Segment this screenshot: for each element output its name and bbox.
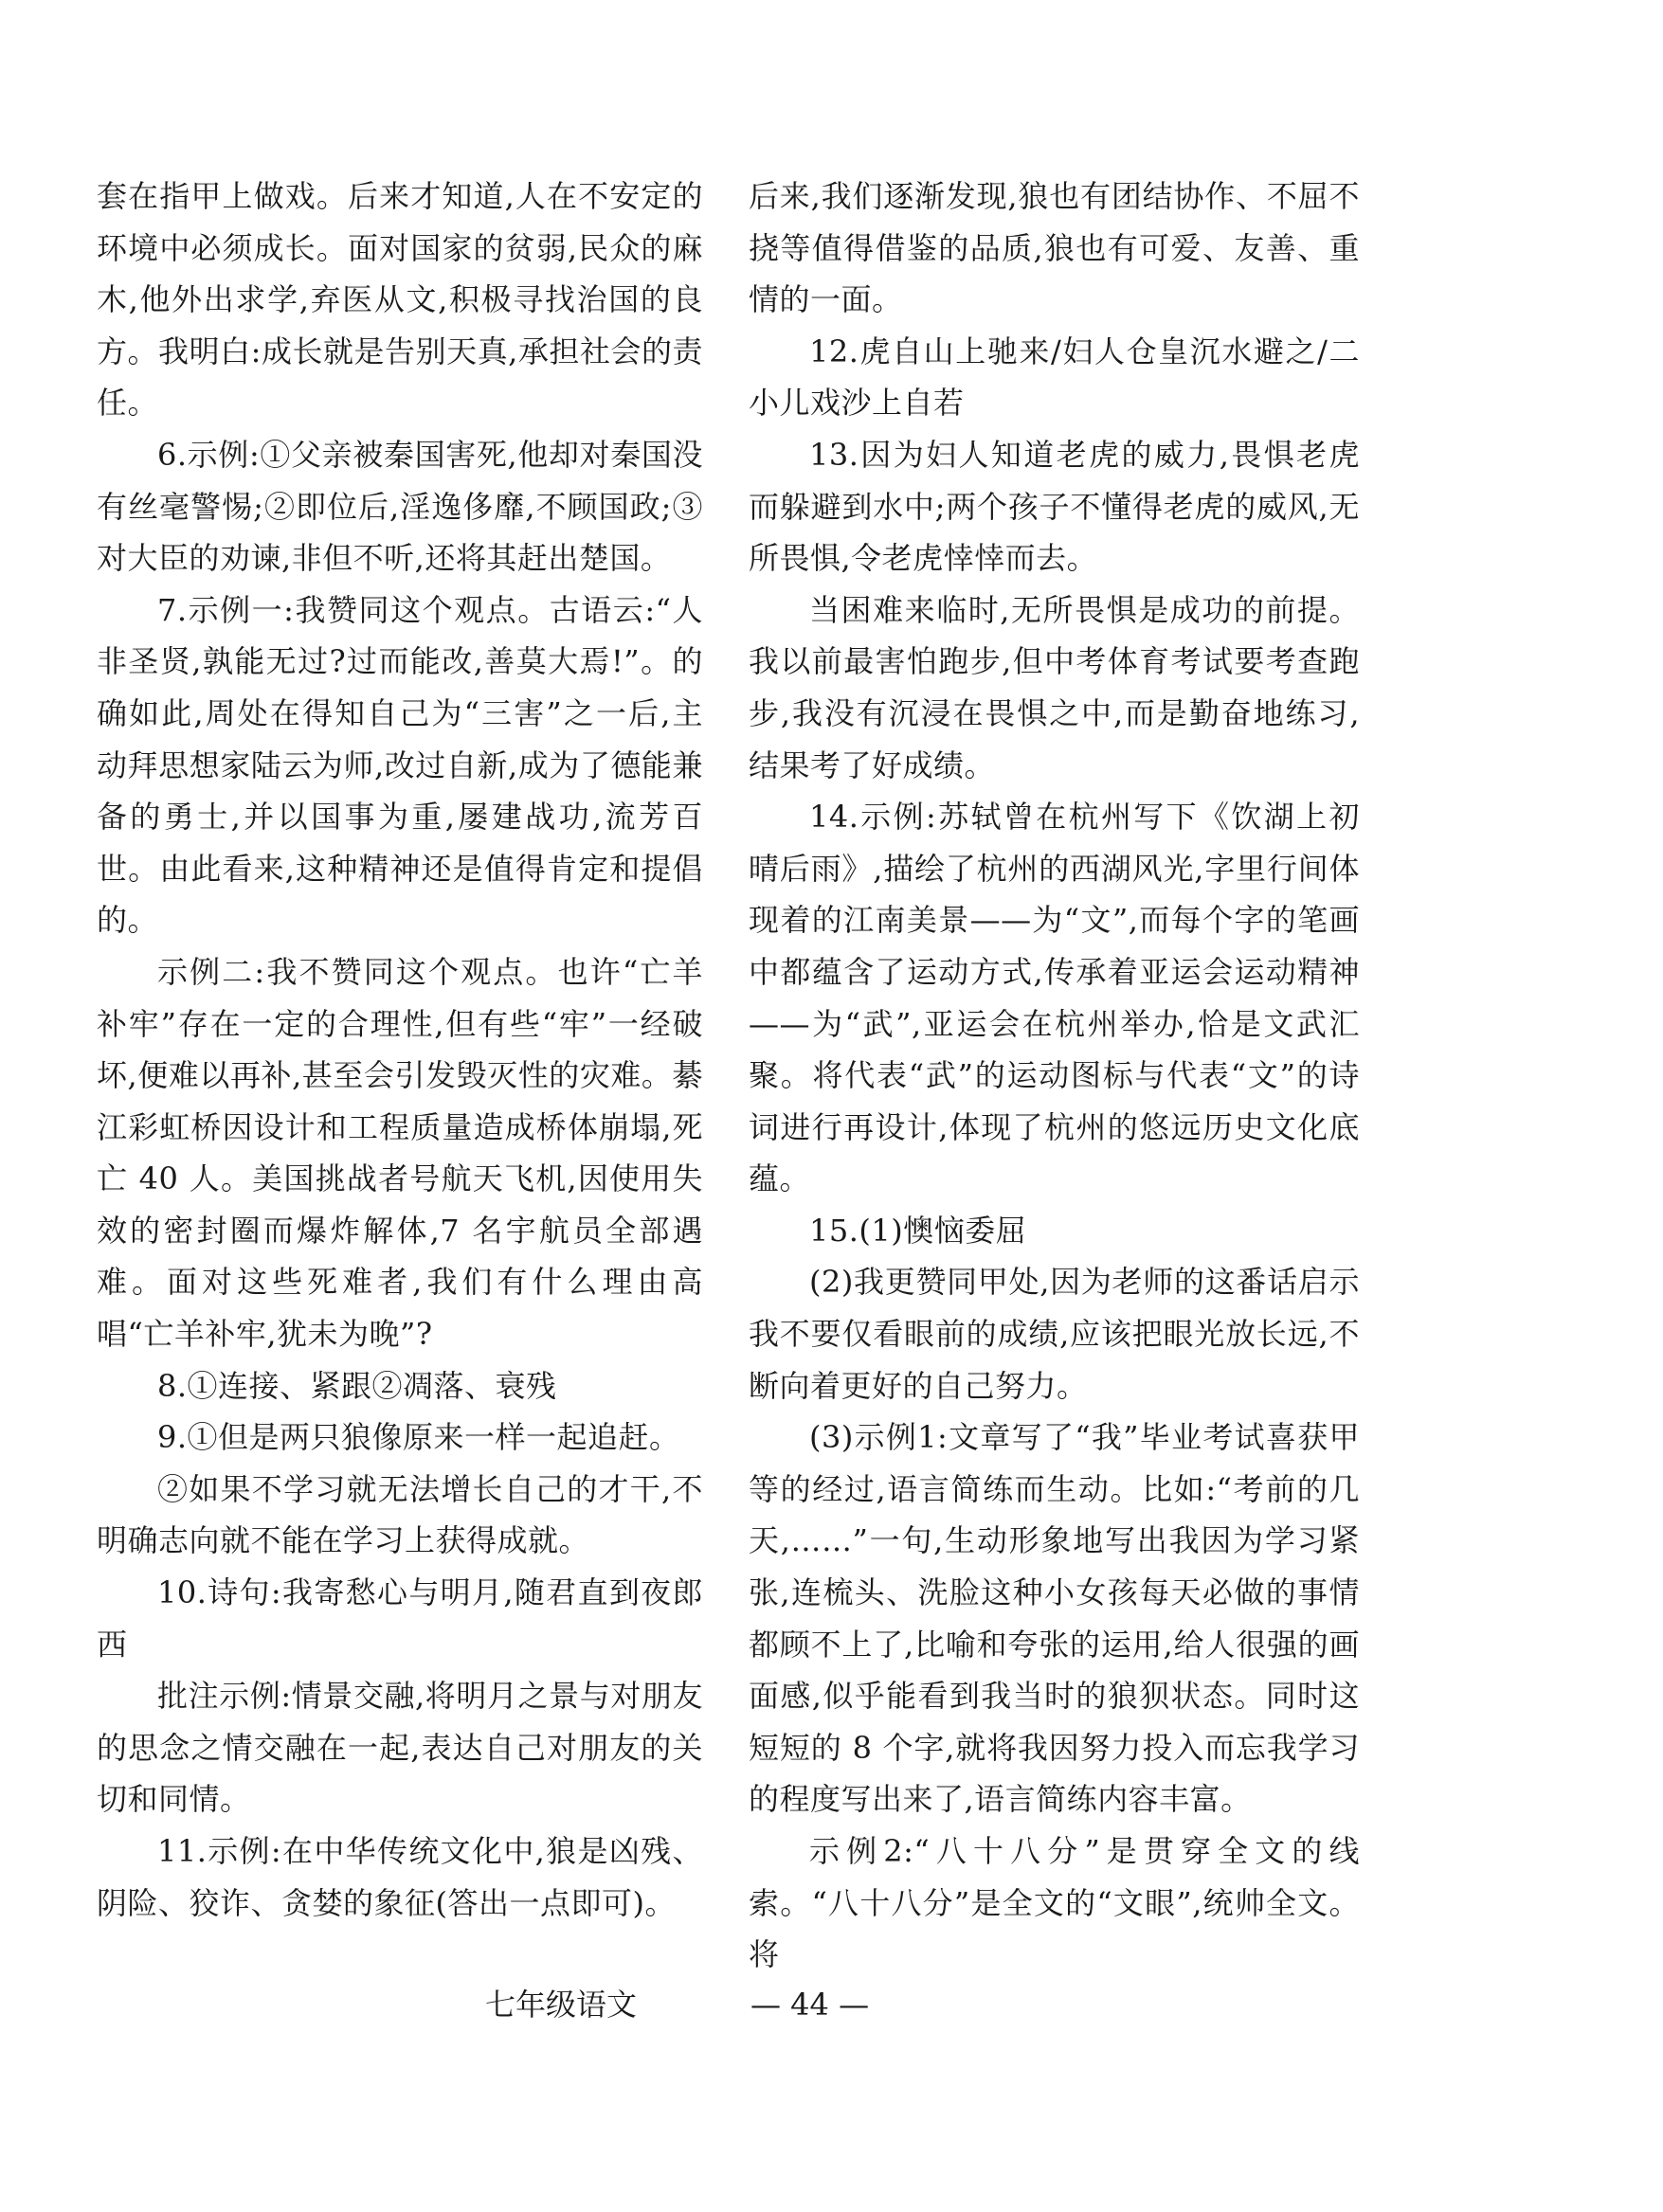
answer-paragraph: 6.示例:①父亲被秦国害死,他却对秦国没有丝毫警惕;②即位后,淫逸侈靡,不顾国政;③对大臣的劝谏,非但不听,还将其赶出楚国。 xyxy=(97,436,703,577)
answer-paragraph: 7.示例一:我赞同这个观点。古语云:“人非圣贤,孰能无过?过而能改,善莫大焉!”。的确如此,周处在得知自己为“三害”之一后,主动拜思想家陆云为师,改过自新,成为了德能兼备的勇士,并以国事为重,屡建战功,流芳百世。由此看来,这种精神还是值得肯定和提倡的。 xyxy=(97,591,703,939)
answer-paragraph: 8.①连接、紧跟②凋落、衰残 xyxy=(157,1367,557,1404)
answer-paragraph: 9.①但是两只狼像原来一样一起追赶。 xyxy=(157,1419,680,1456)
answer-paragraph: 套在指甲上做戏。后来才知道,人在不安定的环境中必须成长。面对国家的贫弱,民众的麻木,他外出求学,弃医从文,积极寻找治国的良方。我明白:成长就是告别天真,承担社会的责任。 xyxy=(97,178,703,422)
answer-paragraph: 11.示例:在中华传统文化中,狼是凶残、阴险、狡诈、贪婪的象征(答出一点即可)。 xyxy=(97,1833,703,1921)
answer-paragraph: 当困难来临时,无所畏惧是成功的前提。我以前最害怕跑步,但中考体育考试要考查跑步,我没有沉浸在畏惧之中,而是勤奋地练习,结果考了好成绩。 xyxy=(749,591,1360,783)
answer-paragraph: ②如果不学习就无法增长自己的才干,不明确志向就不能在学习上获得成就。 xyxy=(97,1470,703,1559)
answer-paragraph: 10.诗句:我寄愁心与明月,随君直到夜郎西 xyxy=(97,1574,703,1663)
answer-paragraph: 后来,我们逐渐发现,狼也有团结协作、不屈不挠等值得借鉴的品质,狼也有可爱、友善、重情的一面。 xyxy=(749,178,1360,318)
answer-paragraph: (3)示例1:文章写了“我”毕业考试喜获甲等的经过,语言简练而生动。比如:“考前的几天,……”一句,生动形象地写出我因为学习紧张,连梳头、洗脸这种小女孩每天必做的事情都顾不上了,比喻和夸张的运用,给人很强的画面感,似乎能看到我当时的狼狈状态。同时这短短的 8 个字,就将我因努力投入而忘我学习的程度写出来了,语言简练内容丰富。 xyxy=(749,1419,1360,1818)
answer-paragraph: 14.示例:苏轼曾在杭州写下《饮湖上初晴后雨》,描绘了杭州的西湖风光,字里行间体现着的江南美景——为“文”,而每个字的笔画中都蕴含了运动方式,传承着亚运会运动精神——为“武”,亚运会在杭州举办,恰是文武汇聚。将代表“武”的运动图标与代表“文”的诗词进行再设计,体现了杭州的悠远历史文化底蕴。 xyxy=(749,799,1360,1197)
left-column xyxy=(97,171,703,1929)
right-column xyxy=(749,171,1360,1981)
answer-paragraph: 15.(1)懊恼委屈 xyxy=(809,1212,1027,1249)
answer-paragraph: 12.虎自山上驰来/妇人仓皇沉水避之/二小儿戏沙上自若 xyxy=(749,333,1360,422)
footer-page-number: — 44 — xyxy=(750,1987,870,2023)
footer-book-title: 七年级语文 xyxy=(485,1987,638,2023)
answer-paragraph: 13.因为妇人知道老虎的威力,畏惧老虎而躲避到水中;两个孩子不懂得老虎的威风,无所畏惧,令老虎悻悻而去。 xyxy=(749,436,1360,577)
answer-paragraph: 示例二:我不赞同这个观点。也许“亡羊补牢”存在一定的合理性,但有些“牢”一经破坏,便难以再补,甚至会引发毁灭性的灾难。綦江彩虹桥因设计和工程质量造成桥体崩塌,死亡 40 人。美国挑战者号航天飞机,因使用失效的密封圈而爆炸解体,7 名宇航员全部遇难。面对这些死难者,我们有什么理由高唱“亡羊补牢,犹未为晚”? xyxy=(97,953,703,1353)
answer-paragraph: 批注示例:情景交融,将明月之景与对朋友的思念之情交融在一起,表达自己对朋友的关切和同情。 xyxy=(97,1678,703,1818)
answer-paragraph: 示例2:“八十八分”是贯穿全文的线索。“八十八分”是全文的“文眼”,统帅全文。将 xyxy=(749,1833,1360,1973)
answer-paragraph: (2)我更赞同甲处,因为老师的这番话启示我不要仅看眼前的成绩,应该把眼光放长远,不断向着更好的自己努力。 xyxy=(749,1264,1360,1404)
